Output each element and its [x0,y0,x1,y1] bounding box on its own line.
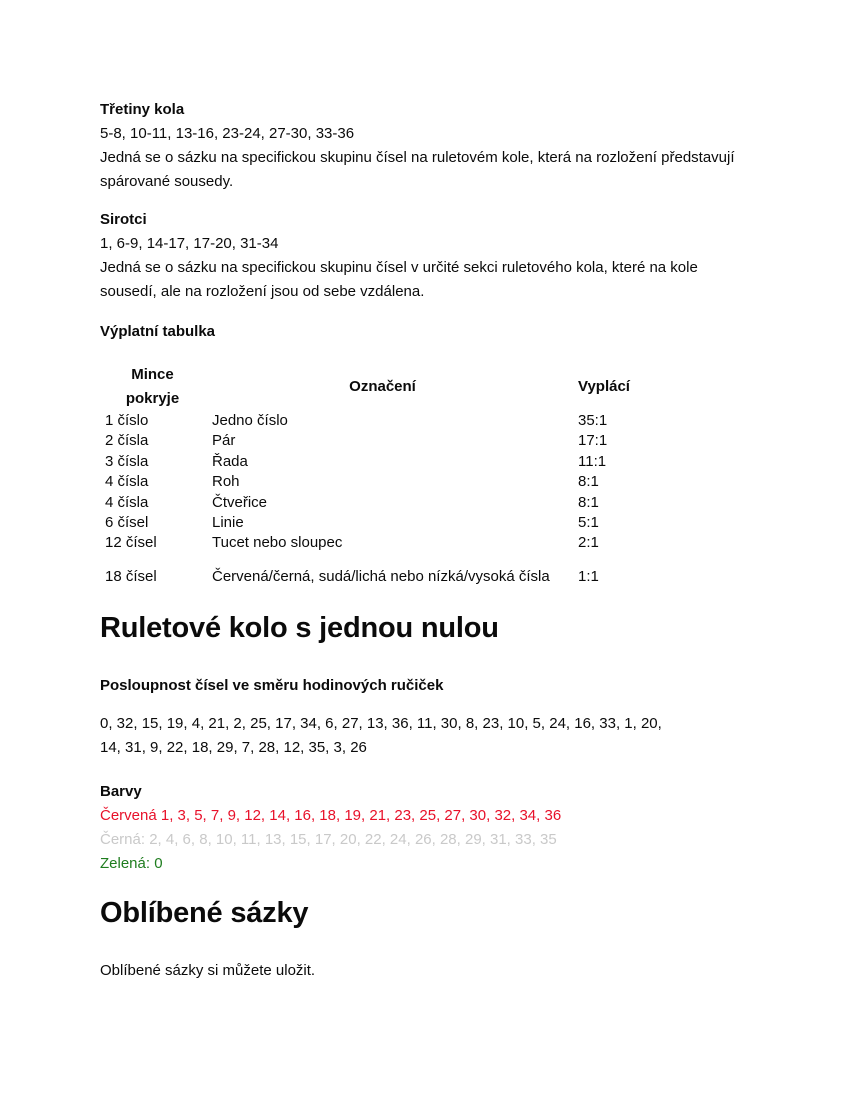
table-row [100,411,735,431]
favorites-title: Oblíbené sázky [100,896,309,929]
cell-coins: 2 čísla [105,432,149,450]
table-row [100,472,735,492]
cell-pays: 8:1 [578,473,599,491]
wheel-sequence [100,712,750,760]
colors-block [100,780,750,876]
black-numbers-line: Černá: 2, 4, 6, 8, 10, 11, 13, 15, 17, 20, 22, 24, 26, 28, 29, 31, 33, 35 [100,830,557,848]
colors-heading: Barvy [100,782,142,800]
table-row [100,554,735,600]
column-header-designation: Označení [349,378,416,395]
cell-designation: Řada [212,452,248,470]
table-row [100,513,735,533]
thirds-heading: Třetiny kola [100,101,185,118]
column-header-pays: Vyplácí [578,378,630,395]
orphans-description: Jedná se o sázku na specifickou skupinu čísel v určité sekci ruletového kola, které na kole sousedí, ale na rozložení jsou od sebe vzdálena. [100,259,698,300]
green-numbers-line: Zelená: 0 [100,854,163,872]
section-thirds [100,98,750,194]
orphans-heading: Sirotci [100,211,147,228]
wheel-sequence-line2: 14, 31, 9, 22, 18, 29, 7, 28, 12, 35, 3, 26 [100,738,367,756]
wheel-title: Ruletové kolo s jednou nulou [100,611,499,644]
cell-coins: 1 číslo [105,412,149,429]
cell-pays: 8:1 [578,493,599,511]
section-orphans [100,208,750,304]
payout-table [100,363,735,600]
table-row [100,493,735,513]
cell-coins: 12 čísel [105,534,157,552]
column-header-coins-covered: Mince pokryje [125,366,180,407]
thirds-description: Jedná se o sázku na specifickou skupinu čísel na ruletovém kole, která na rozložení představují spárované sousedy. [100,149,735,190]
cell-designation: Červená/černá, sudá/lichá nebo nízká/vysoká čísla [212,568,550,586]
red-numbers-line: Červená 1, 3, 5, 7, 9, 12, 14, 16, 18, 19, 21, 23, 25, 27, 30, 32, 34, 36 [100,806,562,824]
thirds-numbers: 5-8, 10-11, 13-16, 23-24, 27-30, 33-36 [100,125,355,142]
wheel-sequence-line1: 0, 32, 15, 19, 4, 21, 2, 25, 17, 34, 6, 27, 13, 36, 11, 30, 8, 23, 10, 5, 24, 16, 33, 1, 20, [100,714,662,732]
cell-pays: 2:1 [578,534,599,552]
cell-coins: 3 čísla [105,452,149,470]
favorites-text: Oblíbené sázky si můžete uložit. [100,961,316,979]
cell-pays: 11:1 [578,452,607,470]
orphans-numbers: 1, 6-9, 14-17, 17-20, 31-34 [100,235,279,252]
cell-coins: 4 čísla [105,473,149,491]
sequence-heading: Posloupnost čísel ve směru hodinových ručiček [100,676,444,694]
cell-coins: 18 čísel [105,567,157,585]
cell-designation: Jedno číslo [212,412,288,429]
cell-coins: 6 čísel [105,514,149,532]
cell-pays: 1:1 [578,567,599,585]
cell-designation: Linie [212,514,244,532]
cell-designation: Tucet nebo sloupec [212,534,343,552]
cell-coins: 4 čísla [105,493,149,511]
cell-pays: 17:1 [578,432,608,450]
table-row [100,533,735,553]
payout-header-row [100,363,735,411]
payout-heading: Výplatní tabulka [100,323,216,340]
cell-designation: Pár [212,432,236,450]
cell-designation: Roh [212,473,240,491]
cell-pays: 35:1 [578,412,608,429]
cell-pays: 5:1 [578,514,599,532]
table-row [100,452,735,472]
table-row [100,431,735,451]
cell-designation: Čtveřice [212,493,268,511]
